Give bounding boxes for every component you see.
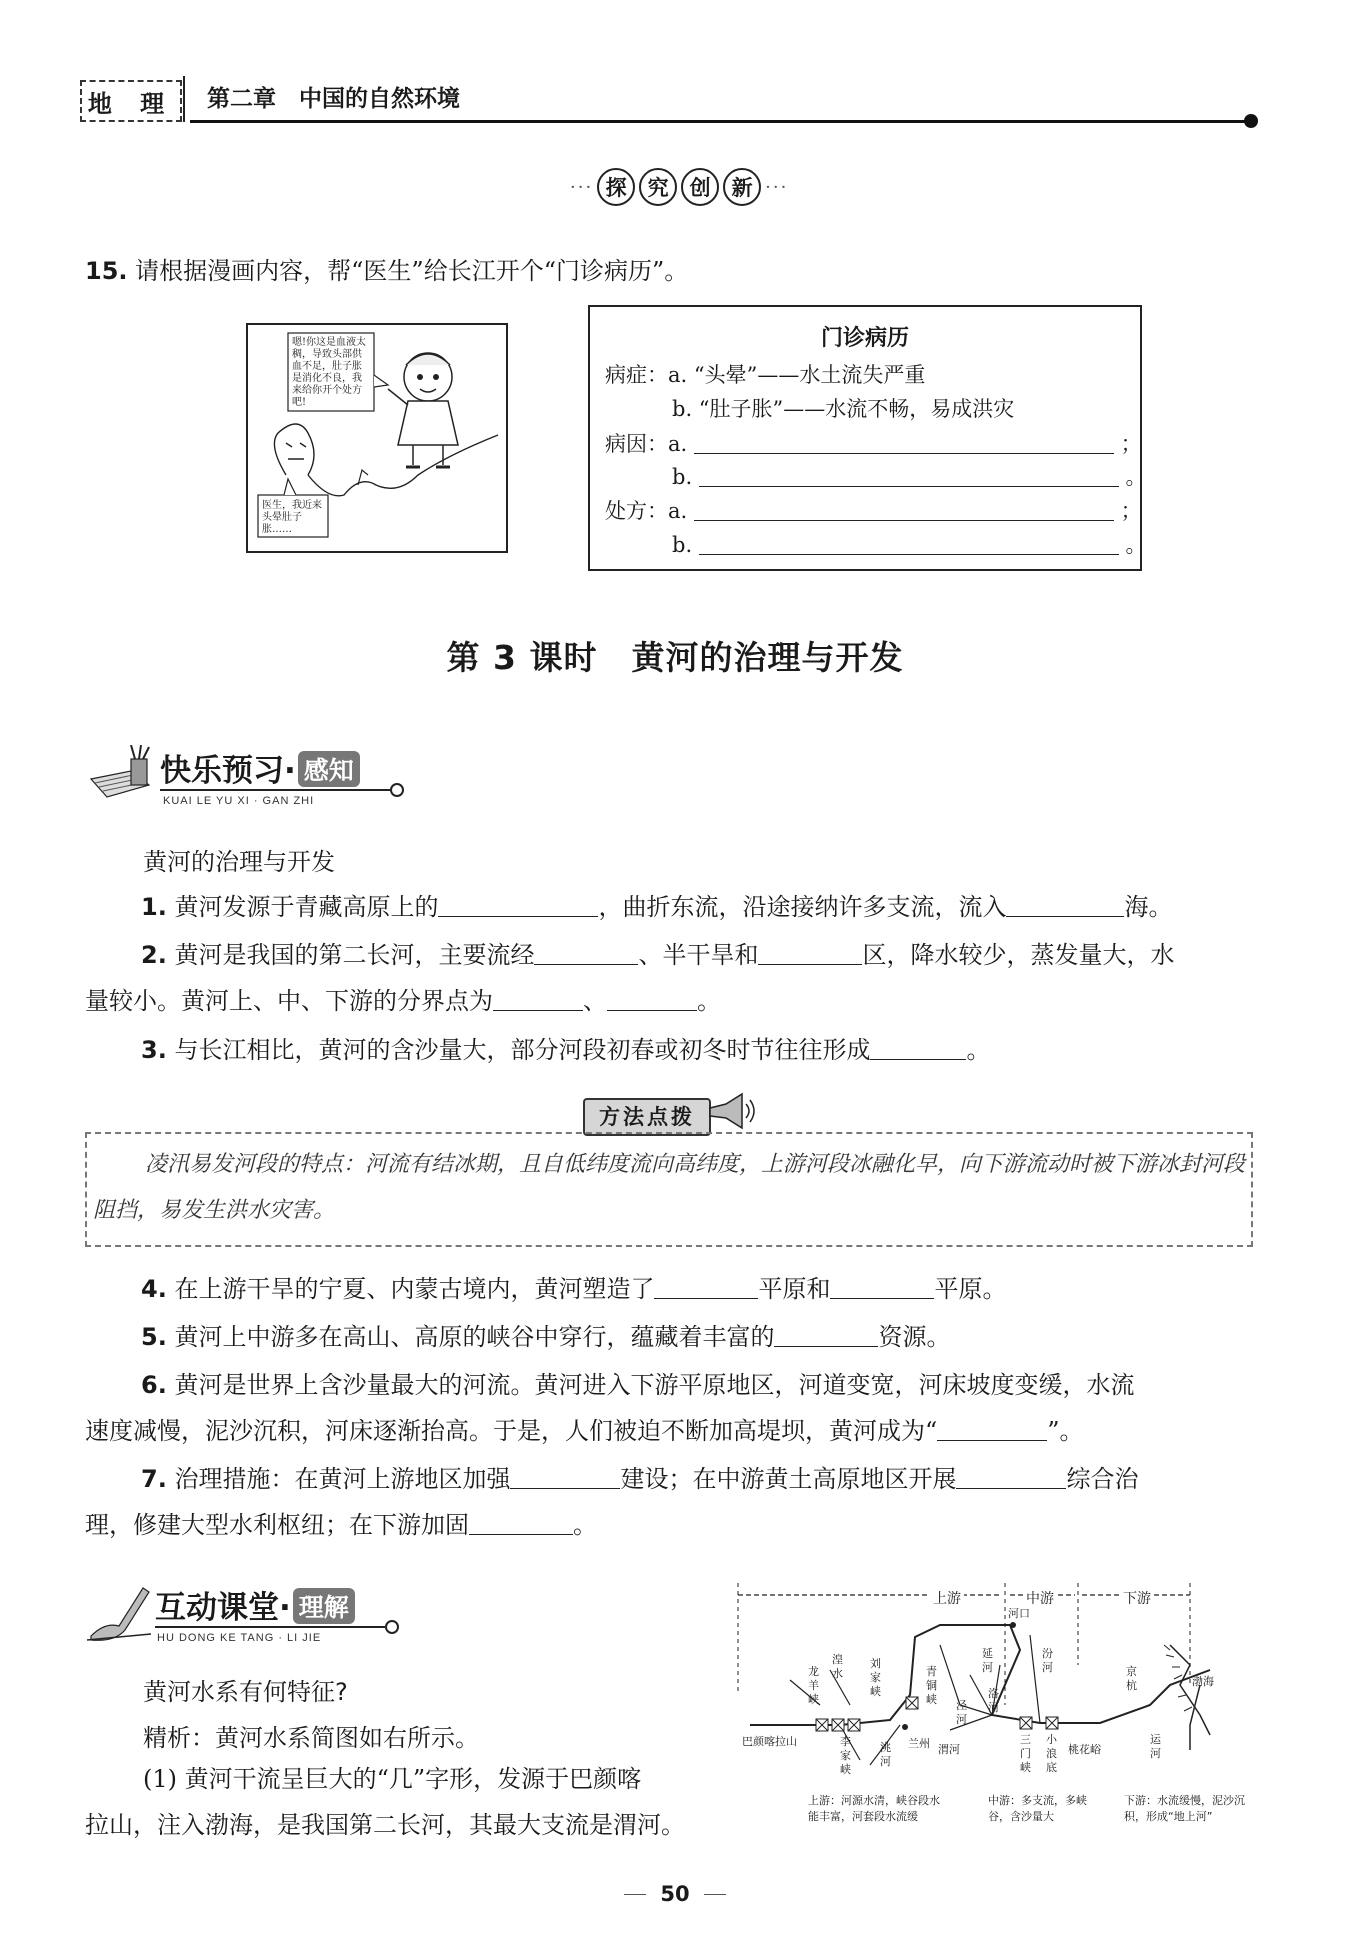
q6-blank-1[interactable] <box>937 1412 1047 1441</box>
q2-blank-4[interactable] <box>607 982 697 1011</box>
record-title: 门诊病历 <box>820 326 909 351</box>
subject-label: 地 理 <box>80 80 182 122</box>
q4-blank-1[interactable] <box>654 1270 758 1299</box>
question-number: 2. <box>141 941 167 969</box>
record-cause-a <box>605 428 1142 458</box>
label-longyangxia: 龙羊峡 <box>808 1665 819 1706</box>
record-rx-b <box>672 529 1147 559</box>
note-lower: 下游：水流缓慢，泥沙沉积，形成“地上河” <box>1124 1794 1245 1823</box>
preview-q4 <box>85 1266 1265 1312</box>
preview-q3 <box>85 1027 1265 1073</box>
question-number: 7. <box>141 1465 167 1493</box>
question-number: 15. <box>85 257 128 285</box>
preview-banner-tag: 感知 <box>298 751 360 787</box>
megaphone-icon <box>706 1092 758 1132</box>
cause-b-blank[interactable] <box>699 464 1119 487</box>
q5-text: 资源。 <box>878 1323 951 1351</box>
explore-char: 究 <box>639 168 677 206</box>
q4-text: 平原。 <box>934 1275 1007 1303</box>
cause-label: 病因： <box>605 432 668 456</box>
q7-text: 建设；在中游黄土高原地区开展 <box>620 1465 957 1493</box>
preview-banner-sub: KUAI LE YU XI · GAN ZHI <box>163 795 315 807</box>
item-a-label: a. <box>668 432 688 456</box>
chapter-title: 第二章 中国的自然环境 <box>207 86 460 112</box>
method-tip-box <box>85 1132 1253 1247</box>
label-luohe: 洛河 <box>988 1687 999 1714</box>
symptom-a-text: a. “头晕”——水土流失严重 <box>668 363 926 387</box>
label-fenhe: 汾河 <box>1042 1647 1053 1674</box>
q2-text: 、半干旱和 <box>638 941 759 969</box>
cause-a-blank[interactable] <box>694 431 1114 454</box>
label-yunhe: 运河 <box>1150 1733 1161 1760</box>
page-number <box>0 1882 1350 1906</box>
period: 。 <box>1125 465 1147 489</box>
pen-hand-icon <box>85 1582 155 1642</box>
item-b-label: b. <box>672 465 693 489</box>
preview-q5 <box>85 1314 1265 1360</box>
method-tip-tag: 方法点拨 <box>583 1098 711 1136</box>
medical-record-box <box>588 305 1147 571</box>
q5-text: 黄河上中游多在高山、高原的峡谷中穿行，蕴藏着丰富的 <box>174 1323 775 1351</box>
note-middle: 中游：多支流，多峡谷，含沙量大 <box>988 1794 1087 1823</box>
label-bayankala: 巴颜喀拉山 <box>742 1735 797 1748</box>
q2-blank-1[interactable] <box>534 936 638 965</box>
label-yanhe: 延河 <box>982 1647 993 1674</box>
period: 。 <box>1125 533 1147 557</box>
q1-text: ，曲折东流，沿途接纳许多支流，流入 <box>598 893 1007 921</box>
page-number-text: 50 <box>660 1882 690 1906</box>
header-separator <box>183 76 185 122</box>
question-15 <box>85 248 1265 294</box>
q7-blank-1[interactable] <box>510 1460 620 1489</box>
q7-text: 综合治 <box>1066 1465 1139 1493</box>
middle-section-label: 中游 <box>1023 1588 1057 1608</box>
dash-right <box>704 1894 726 1895</box>
doctor-speech-bubble: 嗯!你这是血液太稠，导致头部供血不足，肚子胀是消化不良，我来给你开个处方吧! <box>292 337 367 408</box>
pencil-cup-icon <box>85 745 155 805</box>
explore-char: 创 <box>681 168 719 206</box>
preview-banner-main: 快乐预习· <box>160 753 296 789</box>
q2-text: 黄河是我国的第二长河，主要流经 <box>174 941 535 969</box>
q4-blank-2[interactable] <box>830 1270 934 1299</box>
label-lijiaxia: 李家峡 <box>840 1735 851 1776</box>
q1-text: 海。 <box>1124 893 1173 921</box>
classroom-point-1b: 拉山，注入渤海，是我国第二长河，其最大支流是渭河。 <box>85 1811 685 1839</box>
header-rule <box>190 120 1250 123</box>
banner-underline <box>155 1626 385 1628</box>
q2-blank-2[interactable] <box>758 936 862 965</box>
preview-q2 <box>85 932 1265 1024</box>
q2-blank-3[interactable] <box>493 982 583 1011</box>
q6-text: 黄河是世界上含沙量最大的河流。黄河进入下游平原地区，河道变宽，河床坡度变缓，水流 <box>174 1371 1135 1399</box>
preview-banner-title <box>160 745 360 790</box>
symptom-label: 病症： <box>605 363 668 387</box>
q2-text: 。 <box>697 987 721 1015</box>
section-explore-title <box>570 168 788 206</box>
header-rule-dot <box>1244 114 1258 128</box>
classroom-question: 黄河水系有何特征? <box>143 1678 348 1706</box>
preview-banner <box>85 745 405 815</box>
q7-text: 治理措施：在黄河上游地区加强 <box>174 1465 511 1493</box>
q4-text: 平原和 <box>758 1275 831 1303</box>
record-symptom-a <box>605 359 925 389</box>
q2-text: 量较小。黄河上、中、下游的分界点为 <box>85 987 493 1015</box>
q7-blank-3[interactable] <box>469 1506 573 1535</box>
q1-text: 黄河发源于青藏高原上的 <box>174 893 439 921</box>
label-bohai: 渤海 <box>1192 1675 1214 1688</box>
preview-q6 <box>85 1362 1265 1454</box>
question-number: 3. <box>141 1036 167 1064</box>
label-liujiaxia: 刘家峡 <box>870 1657 881 1698</box>
q3-blank-1[interactable] <box>870 1031 966 1060</box>
label-jinghe: 泾河 <box>956 1699 967 1726</box>
q1-blank-1[interactable] <box>438 888 598 917</box>
question-number: 4. <box>141 1275 167 1303</box>
q7-blank-2[interactable] <box>956 1460 1066 1489</box>
q1-blank-2[interactable] <box>1006 888 1124 917</box>
item-b-label: b. <box>672 533 693 557</box>
label-huangshui: 湟水 <box>832 1653 843 1680</box>
q6-text: 速度减慢，泥沙沉积，河床逐渐抬高。于是，人们被迫不断加高堤坝，黄河成为“ <box>85 1417 938 1445</box>
q3-text: 与长江相比，黄河的含沙量大，部分河段初春或初冬时节往往形成 <box>174 1036 871 1064</box>
banner-underline <box>160 789 390 791</box>
record-rx-a <box>605 495 1142 525</box>
note-upper: 上游：河源水清，峡谷段水能丰富，河套段水流缓 <box>808 1794 940 1823</box>
q7-text: 理，修建大型水利枢纽；在下游加固 <box>85 1511 469 1539</box>
semicolon: ； <box>1120 432 1142 456</box>
yellow-river-diagram <box>730 1575 1260 1845</box>
patient-speech-bubble: 医生，我近来头晕肚子胀…… <box>262 500 322 535</box>
semicolon: ； <box>1120 499 1142 523</box>
label-jinghang: 京杭 <box>1126 1665 1137 1692</box>
item-a-label: a. <box>668 499 688 523</box>
dots-left: ··· <box>570 176 594 198</box>
question-number: 6. <box>141 1371 167 1399</box>
dash-left <box>624 1894 646 1895</box>
question-number: 5. <box>141 1323 167 1351</box>
record-symptom-b: b. “肚子胀”——水流不畅，易成洪灾 <box>672 397 1015 421</box>
q2-text: 、 <box>583 987 607 1015</box>
class-banner-sub: HU DONG KE TANG · LI JIE <box>157 1632 322 1644</box>
banner-ring <box>385 1620 399 1634</box>
lower-section-label: 下游 <box>1120 1588 1154 1608</box>
record-cause-b <box>672 461 1147 491</box>
classroom-analysis: 精析：黄河水系简图如右所示。 <box>143 1724 479 1752</box>
label-weihe: 渭河 <box>938 1743 960 1756</box>
dots-right: ··· <box>765 176 789 198</box>
label-taohe: 洮河 <box>880 1741 891 1768</box>
class-banner-title <box>155 1582 355 1627</box>
class-banner-tag: 理解 <box>293 1588 355 1624</box>
class-banner <box>85 1582 405 1652</box>
q5-blank-1[interactable] <box>774 1318 878 1347</box>
preview-heading: 黄河的治理与开发 <box>143 848 335 876</box>
label-hekou: 河口 <box>1008 1607 1030 1620</box>
question-number: 1. <box>141 893 167 921</box>
rx-a-blank[interactable] <box>694 498 1114 521</box>
q3-text: 。 <box>966 1036 991 1064</box>
q2-text: 区，降水较少，蒸发量大，水 <box>862 941 1175 969</box>
q6-text: ”。 <box>1047 1417 1084 1445</box>
label-qingtongxia: 青铜峡 <box>926 1665 937 1706</box>
question-text: 请根据漫画内容，帮“医生”给长江开个“门诊病历”。 <box>135 257 689 285</box>
method-tip-text: 凌汛易发河段的特点：河流有结冰期，且自低纬度流向高纬度，上游河段冰融化早，向下游流动时被下游冰封河段阻挡，易发生洪水灾害。 <box>93 1152 1246 1223</box>
preview-q1 <box>85 884 1265 930</box>
class-banner-main: 互动课堂· <box>155 1590 291 1626</box>
classroom-point-1a: (1) 黄河干流呈巨大的“几”字形，发源于巴颜喀 <box>143 1765 642 1793</box>
label-sanmenxia: 三门峡 <box>1020 1733 1031 1774</box>
banner-ring <box>390 783 404 797</box>
label-xiaolangdi: 小浪底 <box>1046 1733 1057 1774</box>
cartoon-image <box>246 323 508 553</box>
q4-text: 在上游干旱的宁夏、内蒙古境内，黄河塑造了 <box>174 1275 655 1303</box>
rx-label: 处方： <box>605 499 668 523</box>
lesson-title: 第 3 课时 黄河的治理与开发 <box>446 638 904 677</box>
rx-b-blank[interactable] <box>699 532 1119 555</box>
q7-text: 。 <box>573 1511 597 1539</box>
upper-section-label: 上游 <box>930 1588 964 1608</box>
preview-q7 <box>85 1456 1265 1548</box>
explore-char: 新 <box>723 168 761 206</box>
label-taohuayu: 桃花峪 <box>1068 1743 1101 1756</box>
label-lanzhou: 兰州 <box>908 1737 930 1750</box>
explore-char: 探 <box>597 168 635 206</box>
